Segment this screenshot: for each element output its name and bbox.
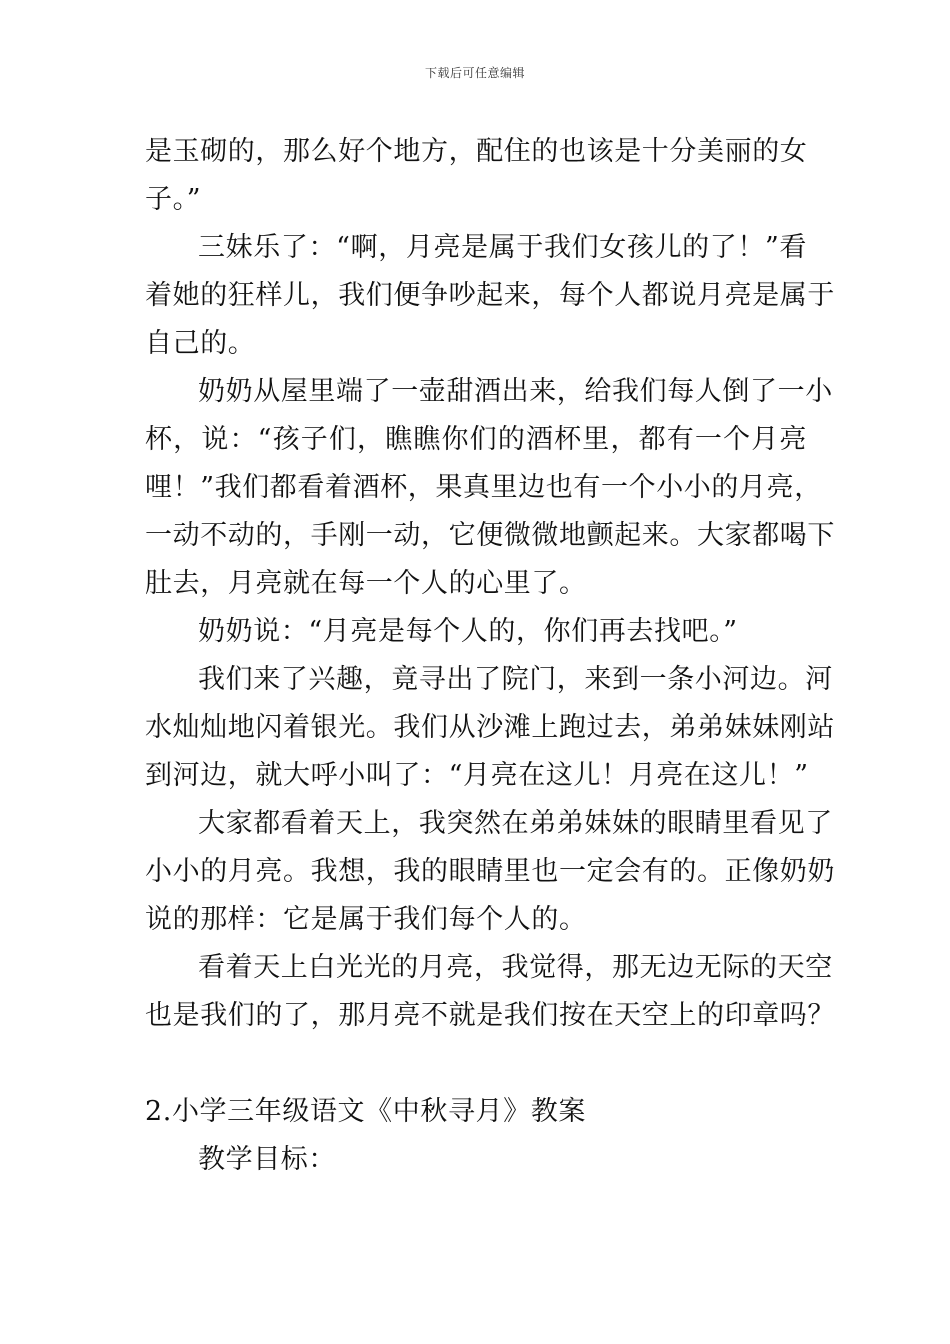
text-line: 肚去，月亮就在每一个人的心里了。 (145, 568, 587, 599)
paragraph-start: 奶奶说：“月亮是每个人的，你们再去找吧。” (198, 616, 738, 647)
text-line: 自己的。 (145, 328, 256, 359)
text-line: 哩！”我们都看着酒杯，果真里边也有一个小小的月亮， (145, 472, 822, 503)
text-line: 着她的狂样儿，我们便争吵起来，每个人都说月亮是属于 (145, 280, 835, 311)
text-line: 子。” (145, 184, 202, 215)
subsection-label: 教学目标： (198, 1144, 336, 1175)
paragraph-start: 大家都看着天上，我突然在弟弟妹妹的眼睛里看见了 (198, 808, 833, 839)
article-body (145, 128, 835, 1184)
text-line: 小小的月亮。我想，我的眼睛里也一定会有的。正像奶奶 (145, 856, 835, 887)
text-line: 是玉砌的，那么好个地方，配住的也该是十分美丽的女 (145, 136, 808, 167)
paragraph-start: 我们来了兴趣，竟寻出了院门，来到一条小河边。河 (198, 664, 833, 695)
text-line: 到河边，就大呼小叫了：“月亮在这儿！月亮在这儿！” (145, 760, 809, 791)
section-gap (145, 1040, 807, 1088)
text-line: 说的那样：它是属于我们每个人的。 (145, 904, 587, 935)
page-header: 下载后可任意编辑 (424, 66, 525, 80)
text-line: 一动不动的，手刚一动，它便微微地颤起来。大家都喝下 (145, 520, 835, 551)
paragraph-start: 三妹乐了：“啊，月亮是属于我们女孩儿的了！”看 (198, 232, 807, 263)
text-line: 水灿灿地闪着银光。我们从沙滩上跑过去，弟弟妹妹刚站 (145, 712, 835, 743)
paragraph-start: 奶奶从屋里端了一壶甜酒出来，给我们每人倒了一小 (198, 376, 833, 407)
text-line: 杯，说：“孩子们，瞧瞧你们的酒杯里，都有一个月亮 (145, 424, 807, 455)
text-line: 也是我们的了，那月亮不就是我们按在天空上的印章吗？ (145, 1000, 835, 1031)
section-heading: 2.小学三年级语文《中秋寻月》教案 (145, 1096, 586, 1127)
paragraph-start: 看着天上白光光的月亮，我觉得，那无边无际的天空 (198, 952, 833, 983)
